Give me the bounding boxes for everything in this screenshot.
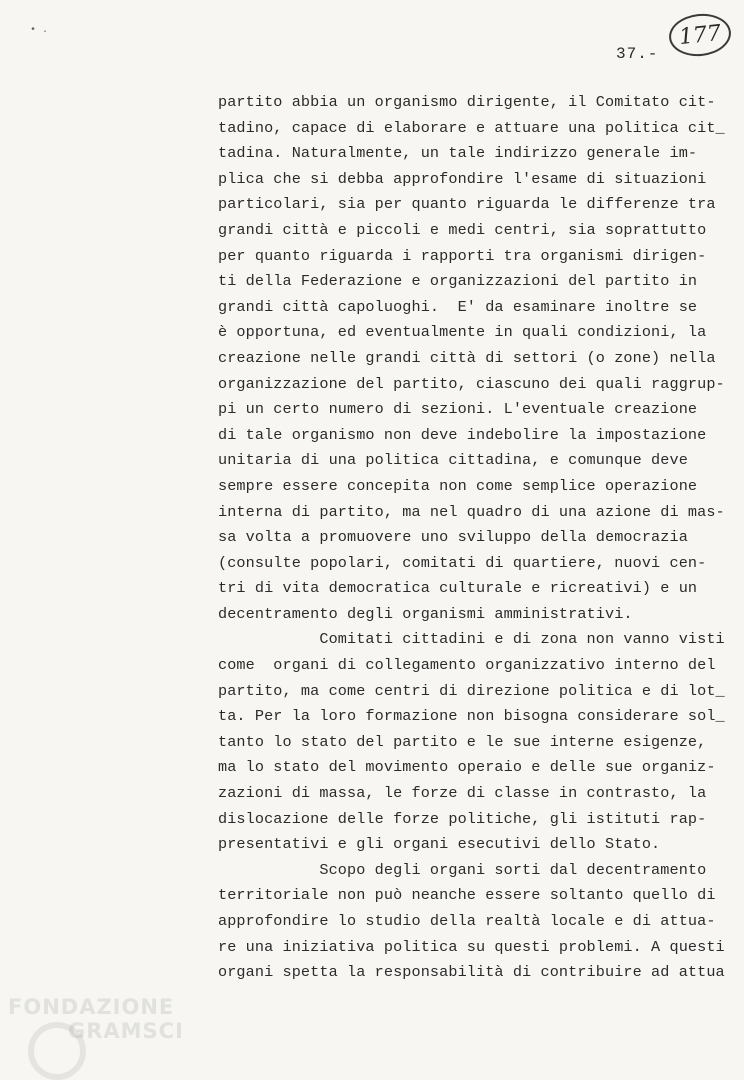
text-line: Scopo degli organi sorti dal decentramento — [218, 860, 707, 879]
text-line: particolari, sia per quanto riguarda le differenze tra — [218, 195, 716, 214]
watermark-line-2: GRAMSCI — [68, 1019, 184, 1043]
text-line: pi un certo numero di sezioni. L'eventuale creazione — [218, 400, 698, 419]
text-line: re una iniziativa politica su questi problemi. A questi — [218, 937, 725, 956]
watermark-line-1: FONDAZIONE — [8, 995, 175, 1019]
text-line: territoriale non può neanche essere soltanto quello di — [218, 886, 716, 905]
text-line: partito, ma come centri di direzione politica e di lot_ — [218, 681, 725, 700]
text-line: unitaria di una politica cittadina, e comunque deve — [218, 451, 688, 470]
page-number: 37.- — [616, 45, 659, 63]
text-line: presentativi e gli organi esecutivi dello Stato. — [218, 835, 661, 854]
text-line: organizzazione del partito, ciascuno dei quali raggrup- — [218, 374, 725, 393]
text-line: come organi di collegamento organizzativo interno del — [218, 656, 716, 675]
text-line: decentramento degli organismi amministrativi. — [218, 604, 633, 623]
text-line: tadina. Naturalmente, un tale indirizzo generale im- — [218, 144, 698, 163]
text-line: tanto lo stato del partito e le sue interne esigenze, — [218, 732, 707, 751]
body-text — [218, 90, 725, 986]
text-line: approfondire lo studio della realtà locale e di attua- — [218, 912, 716, 930]
text-line: ta. Per la loro formazione non bisogna considerare sol_ — [218, 707, 725, 726]
text-line: sa volta a promuovere uno sviluppo della democrazia — [218, 528, 688, 547]
paper-specks: • . — [30, 25, 49, 36]
text-line: partito abbia un organismo dirigente, il Comitato cit- — [218, 93, 716, 111]
text-line: (consulte popolari, comitati di quartiere, nuovi cen- — [218, 553, 707, 572]
text-line: grandi città capoluoghi. E' da esaminare inoltre se — [218, 297, 698, 316]
text-line: sempre essere concepita non come semplice operazione — [218, 476, 698, 495]
text-line: grandi città e piccoli e medi centri, sia soprattutto — [218, 220, 707, 239]
archive-stamp — [667, 11, 733, 59]
text-line: ti della Federazione e organizzazioni del partito in — [218, 272, 698, 291]
text-line: Comitati cittadini e di zona non vanno visti — [218, 630, 725, 649]
text-line: tri di vita democratica culturale e ricreativi) e un — [218, 579, 698, 598]
text-line: tadino, capace di elaborare e attuare una politica cit_ — [218, 118, 725, 137]
stamp-number: 177 — [677, 20, 723, 50]
text-line: interna di partito, ma nel quadro di una azione di mas- — [218, 502, 725, 521]
text-line: plica che si debba approfondire l'esame di situazioni — [218, 169, 707, 188]
text-line: creazione nelle grandi città di settori (o zone) nella — [218, 348, 716, 367]
text-line: organi spetta la responsabilità di contribuire ad attua — [218, 963, 725, 982]
text-line: per quanto riguarda i rapporti tra organismi dirigen- — [218, 246, 707, 265]
text-line: zazioni di massa, le forze di classe in contrasto, la — [218, 784, 707, 803]
text-line: di tale organismo non deve indebolire la impostazione — [218, 425, 707, 444]
watermark — [8, 995, 188, 1043]
text-line: ma lo stato del movimento operaio e delle sue organiz- — [218, 758, 716, 777]
text-line: dislocazione delle forze politiche, gli istituti rap- — [218, 809, 707, 828]
text-line: è opportuna, ed eventualmente in quali condizioni, la — [218, 323, 707, 342]
